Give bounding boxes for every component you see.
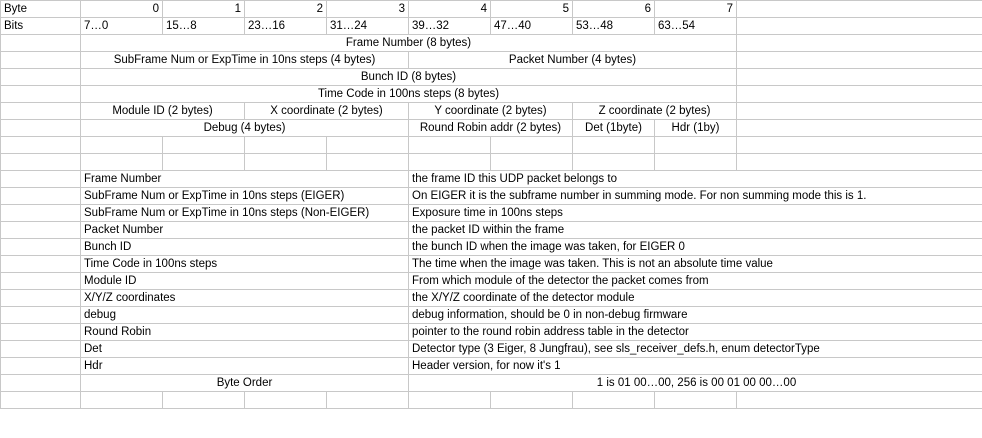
description-field-hdr: Hdr [81, 358, 409, 375]
bit-range-1: 15…8 [163, 18, 245, 35]
description-row [1, 324, 982, 341]
empty-cell [409, 137, 491, 154]
byte-number-5: 5 [491, 1, 573, 18]
description-row [1, 256, 982, 273]
packet-field-frame-number: Frame Number (8 bytes) [81, 35, 737, 52]
empty-cell [1, 341, 81, 358]
empty-cell [1, 392, 81, 409]
empty-cell [1, 324, 81, 341]
empty-cell [1, 307, 81, 324]
empty-cell [1, 120, 81, 137]
empty-cell [81, 154, 163, 171]
empty-cell [1, 222, 81, 239]
empty-cell [737, 120, 982, 137]
description-text-xyz-coordinates: the X/Y/Z coordinate of the detector module [409, 290, 982, 307]
description-text-subframe-eiger: On EIGER it is the subframe number in summing mode. For non summing mode this is 1. [409, 188, 982, 205]
description-row [1, 341, 982, 358]
empty-cell [1, 52, 81, 69]
packet-field-det: Det (1byte) [573, 120, 655, 137]
packet-row-subframe-packet [1, 52, 982, 69]
description-text-hdr: Header version, for now it's 1 [409, 358, 982, 375]
empty-cell [737, 103, 982, 120]
empty-cell [573, 137, 655, 154]
description-text-module-id: From which module of the detector the packet comes from [409, 273, 982, 290]
description-field-xyz-coordinates: X/Y/Z coordinates [81, 290, 409, 307]
empty-cell [737, 1, 982, 18]
description-field-bunch-id: Bunch ID [81, 239, 409, 256]
empty-cell [737, 137, 982, 154]
description-text-packet-number: the packet ID within the frame [409, 222, 982, 239]
empty-cell [1, 239, 81, 256]
description-row [1, 273, 982, 290]
byte-order-value: 1 is 01 00…00, 256 is 00 01 00 00…00 [409, 375, 982, 392]
empty-cell [573, 154, 655, 171]
empty-cell [737, 18, 982, 35]
empty-cell [327, 154, 409, 171]
empty-cell [737, 35, 982, 52]
byte-number-0: 0 [81, 1, 163, 18]
empty-cell [1, 171, 81, 188]
description-field-time-code: Time Code in 100ns steps [81, 256, 409, 273]
description-row [1, 290, 982, 307]
empty-cell [409, 392, 491, 409]
description-text-frame-number: the frame ID this UDP packet belongs to [409, 171, 982, 188]
empty-cell [327, 392, 409, 409]
description-field-packet-number: Packet Number [81, 222, 409, 239]
packet-field-y-coordinate: Y coordinate (2 bytes) [409, 103, 573, 120]
packet-row-debug [1, 120, 982, 137]
description-text-time-code: The time when the image was taken. This is not an absolute time value [409, 256, 982, 273]
empty-cell [655, 137, 737, 154]
packet-row-frame-number [1, 35, 982, 52]
empty-cell [491, 392, 573, 409]
bit-range-3: 31…24 [327, 18, 409, 35]
packet-row-time-code [1, 86, 982, 103]
description-row [1, 307, 982, 324]
empty-cell [163, 392, 245, 409]
packet-field-debug: Debug (4 bytes) [81, 120, 409, 137]
empty-cell [737, 154, 982, 171]
byte-number-6: 6 [573, 1, 655, 18]
empty-cell [737, 52, 982, 69]
description-row [1, 205, 982, 222]
byte-number-4: 4 [409, 1, 491, 18]
description-field-det: Det [81, 341, 409, 358]
bit-range-5: 47…40 [491, 18, 573, 35]
packet-row-coordinates [1, 103, 982, 120]
empty-cell [737, 86, 982, 103]
empty-cell [245, 392, 327, 409]
description-field-subframe-non-eiger: SubFrame Num or ExpTime in 10ns steps (Non-EIGER) [81, 205, 409, 222]
empty-cell [1, 103, 81, 120]
description-row [1, 188, 982, 205]
description-field-debug: debug [81, 307, 409, 324]
empty-cell [1, 86, 81, 103]
bit-range-0: 7…0 [81, 18, 163, 35]
bit-range-2: 23…16 [245, 18, 327, 35]
packet-field-x-coordinate: X coordinate (2 bytes) [245, 103, 409, 120]
description-row [1, 358, 982, 375]
bit-range-4: 39…32 [409, 18, 491, 35]
empty-cell [655, 392, 737, 409]
bits-header-row [1, 18, 982, 35]
bit-range-7: 63…54 [655, 18, 737, 35]
empty-cell [409, 154, 491, 171]
empty-cell [491, 137, 573, 154]
empty-cell [81, 392, 163, 409]
empty-cell [573, 392, 655, 409]
description-field-module-id: Module ID [81, 273, 409, 290]
bit-range-6: 53…48 [573, 18, 655, 35]
packet-field-z-coordinate: Z coordinate (2 bytes) [573, 103, 737, 120]
packet-field-bunch-id: Bunch ID (8 bytes) [81, 69, 737, 86]
packet-field-round-robin: Round Robin addr (2 bytes) [409, 120, 573, 137]
empty-cell [655, 154, 737, 171]
empty-cell [327, 137, 409, 154]
description-row-selected [1, 239, 982, 256]
empty-cell [491, 154, 573, 171]
byte-number-1: 1 [163, 1, 245, 18]
byte-number-2: 2 [245, 1, 327, 18]
description-text-subframe-non-eiger: Exposure time in 100ns steps [409, 205, 982, 222]
empty-cell [737, 69, 982, 86]
description-text-bunch-id: the bunch ID when the image was taken, for EIGER 0 [409, 239, 982, 256]
byte-order-label: Byte Order [81, 375, 409, 392]
empty-cell [1, 375, 81, 392]
empty-cell [1, 205, 81, 222]
byte-number-7: 7 [655, 1, 737, 18]
empty-cell [1, 69, 81, 86]
packet-field-hdr: Hdr (1by) [655, 120, 737, 137]
packet-field-time-code: Time Code in 100ns steps (8 bytes) [81, 86, 737, 103]
description-text-round-robin: pointer to the round robin address table in the detector [409, 324, 982, 341]
spacer-row [1, 392, 982, 409]
byte-header-row [1, 1, 982, 18]
empty-cell [1, 358, 81, 375]
spacer-row [1, 154, 982, 171]
empty-cell [1, 256, 81, 273]
empty-cell [163, 154, 245, 171]
empty-cell [1, 154, 81, 171]
description-text-det: Detector type (3 Eiger, 8 Jungfrau), see sls_receiver_defs.h, enum detectorType [409, 341, 982, 358]
empty-cell [1, 273, 81, 290]
description-row [1, 171, 982, 188]
byte-order-row [1, 375, 982, 392]
description-field-frame-number: Frame Number [81, 171, 409, 188]
empty-cell [163, 137, 245, 154]
empty-cell [1, 290, 81, 307]
description-row [1, 222, 982, 239]
byte-label: Byte [1, 1, 81, 18]
empty-cell [81, 137, 163, 154]
byte-number-3: 3 [327, 1, 409, 18]
empty-cell [245, 137, 327, 154]
empty-cell [1, 35, 81, 52]
bits-label: Bits [1, 18, 81, 35]
packet-row-bunch-id [1, 69, 982, 86]
packet-field-packet-number: Packet Number (4 bytes) [409, 52, 737, 69]
empty-cell [245, 154, 327, 171]
empty-cell [1, 188, 81, 205]
packet-field-subframe-num: SubFrame Num or ExpTime in 10ns steps (4 bytes) [81, 52, 409, 69]
empty-cell [737, 392, 982, 409]
description-text-debug: debug information, should be 0 in non-debug firmware [409, 307, 982, 324]
empty-cell [1, 137, 81, 154]
description-field-round-robin: Round Robin [81, 324, 409, 341]
packet-field-module-id: Module ID (2 bytes) [81, 103, 245, 120]
description-field-subframe-eiger: SubFrame Num or ExpTime in 10ns steps (EIGER) [81, 188, 409, 205]
spacer-row [1, 137, 982, 154]
